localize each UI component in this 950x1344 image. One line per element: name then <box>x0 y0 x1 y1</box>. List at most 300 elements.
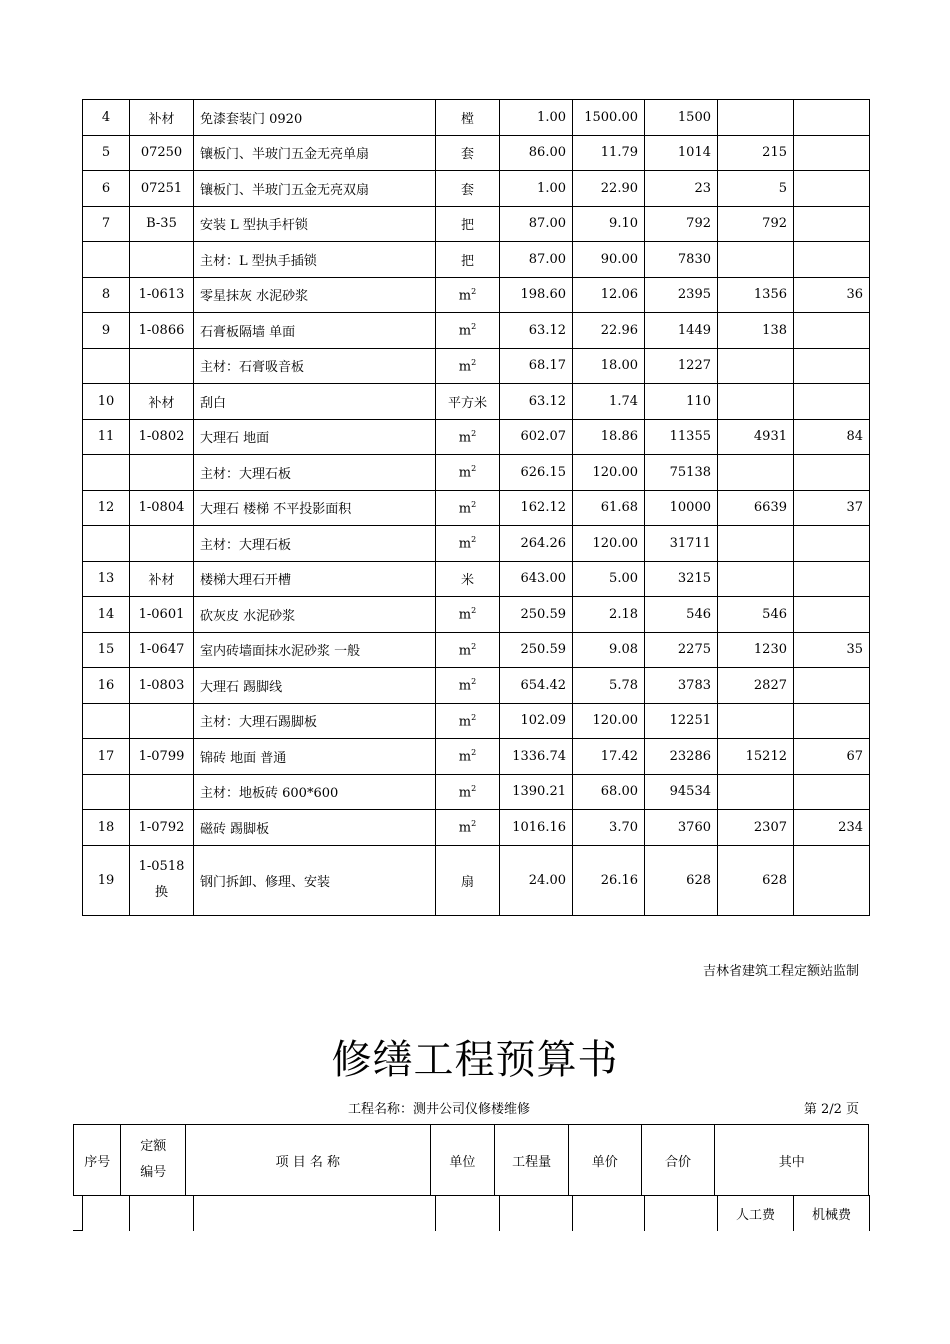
cell-qty-text: 86.00 <box>528 145 566 161</box>
cell-seq-text: 9 <box>101 322 111 338</box>
cell-labor <box>718 242 794 278</box>
cell-labor-text: 5 <box>778 180 787 196</box>
cell-code <box>130 774 194 810</box>
cell-total-text: 1500 <box>677 109 711 125</box>
cell-total <box>645 810 718 846</box>
cell-total <box>645 206 718 242</box>
cell-item-name-text: 石膏板隔墙 单面 <box>200 324 296 340</box>
table-row <box>83 384 870 420</box>
cell-labor-text: 546 <box>762 606 787 622</box>
unit-superscript: 2 <box>471 712 477 722</box>
cell-item-name <box>194 384 436 420</box>
cell-code-text: 补材 <box>148 111 175 127</box>
table-row <box>83 668 870 704</box>
cell-labor-text: 628 <box>762 872 787 888</box>
table-row <box>83 774 870 810</box>
cell-unit <box>436 597 500 633</box>
header-unit: 单位 <box>430 1125 495 1196</box>
cell-seq <box>83 561 130 597</box>
cell-total-text: 1227 <box>677 358 711 374</box>
table-row <box>83 490 870 526</box>
cell-labor <box>718 632 794 668</box>
cell-unit <box>436 419 500 455</box>
cell-code-text: 补材 <box>148 573 175 589</box>
cell-machine-text: 37 <box>846 500 863 516</box>
budget-table-body <box>83 100 870 916</box>
cell-code <box>130 313 194 349</box>
cell-seq-text: 6 <box>101 180 111 196</box>
table-row <box>83 739 870 775</box>
cell-code <box>130 206 194 242</box>
cell-labor <box>718 348 794 384</box>
cell-item-name <box>194 455 436 491</box>
cell-price-text: 68.00 <box>600 784 638 800</box>
cell-code-code-line2: 换 <box>154 885 168 900</box>
table-edge-line <box>73 1230 83 1231</box>
cell-price <box>573 597 645 633</box>
cell-unit-text: 樘 <box>460 111 474 127</box>
cell-code <box>130 526 194 562</box>
cell-price <box>573 668 645 704</box>
cell-labor-text: 15212 <box>745 748 787 764</box>
cell-qty <box>500 171 573 207</box>
cell-qty-text: 250.59 <box>520 642 566 658</box>
cell-code <box>130 561 194 597</box>
cell-qty-text: 654.42 <box>520 677 566 693</box>
cell-qty <box>500 100 573 136</box>
cell-seq <box>83 419 130 455</box>
cell-total-text: 23286 <box>669 748 711 764</box>
cell-total <box>645 668 718 704</box>
cell-labor-text: 2307 <box>753 819 787 835</box>
cell-item-name-text: 镶板门、半玻门五金无亮单扇 <box>200 147 370 163</box>
cell-qty-text: 68.17 <box>528 358 566 374</box>
cell-qty-text: 162.12 <box>520 500 566 516</box>
cell-unit-text: m <box>458 749 472 765</box>
cell-price <box>573 632 645 668</box>
cell-machine <box>794 419 870 455</box>
cell-qty-text: 63.12 <box>528 393 566 409</box>
cell-qty <box>500 384 573 420</box>
cell-machine <box>794 810 870 846</box>
cell-unit <box>436 774 500 810</box>
unit-superscript: 2 <box>471 748 477 758</box>
cell-unit <box>436 561 500 597</box>
cell-item-name <box>194 348 436 384</box>
cell-unit-text: 套 <box>460 147 474 163</box>
cell-labor <box>718 277 794 313</box>
cell-price-text: 18.00 <box>600 358 638 374</box>
cell-labor <box>718 561 794 597</box>
cell-code <box>130 384 194 420</box>
cell-unit-text: 米 <box>460 573 474 589</box>
cell-total-text: 75138 <box>669 464 711 480</box>
cell-seq <box>83 455 130 491</box>
cell-qty <box>500 632 573 668</box>
cell-machine <box>794 313 870 349</box>
cell-item-name <box>194 490 436 526</box>
cell-code-text: 1-0601 <box>138 606 185 622</box>
cell-labor-text: 4931 <box>753 429 787 445</box>
cell-item-name-text: 安装 L 型执手杆锁 <box>200 218 308 234</box>
header-code <box>121 1125 186 1196</box>
unit-superscript: 2 <box>471 641 477 651</box>
cell-price <box>573 490 645 526</box>
cell-total-text: 12251 <box>669 713 711 729</box>
cell-total-text: 110 <box>686 393 711 409</box>
unit-superscript: 2 <box>471 428 477 438</box>
cell-qty <box>500 490 573 526</box>
cell-qty-text: 1.00 <box>537 109 566 125</box>
cell-seq-text: 4 <box>101 109 111 125</box>
cell-machine <box>794 668 870 704</box>
cell-qty <box>500 774 573 810</box>
cell-price-text: 120.00 <box>592 464 638 480</box>
cell-price <box>573 100 645 136</box>
cell-code <box>130 632 194 668</box>
cell-total-text: 2395 <box>677 287 711 303</box>
table-row <box>83 242 870 278</box>
cell-code <box>130 135 194 171</box>
budget-table-subheader <box>82 1195 870 1231</box>
table-row <box>83 597 870 633</box>
cell-total <box>645 490 718 526</box>
cell-total-text: 31711 <box>669 535 711 551</box>
cell-item-name <box>194 135 436 171</box>
cell-price <box>573 526 645 562</box>
cell-qty-text: 1336.74 <box>512 748 566 764</box>
cell-seq <box>83 171 130 207</box>
cell-qty-text: 63.12 <box>528 322 566 338</box>
cell-seq <box>83 703 130 739</box>
cell-labor-text: 792 <box>762 216 787 232</box>
cell-item-name-text: 磁砖 踢脚板 <box>200 821 270 837</box>
cell-seq <box>83 313 130 349</box>
cell-machine <box>794 561 870 597</box>
cell-price-text: 1500.00 <box>584 109 638 125</box>
cell-item-name <box>194 171 436 207</box>
cell-total <box>645 845 718 915</box>
cell-qty-text: 264.26 <box>520 535 566 551</box>
cell-code <box>130 100 194 136</box>
header-labor: 人工费 <box>718 1196 794 1231</box>
cell-code <box>130 845 194 915</box>
cell-labor <box>718 455 794 491</box>
cell-item-name-text: 钢门拆卸、修理、安装 <box>200 874 331 890</box>
cell-seq-text: 5 <box>101 145 111 161</box>
cell-code-text: 07251 <box>140 180 183 196</box>
budget-table-page1 <box>82 99 870 916</box>
cell-seq-text: 16 <box>97 677 115 693</box>
cell-price-text: 2.18 <box>609 606 638 622</box>
cell-labor <box>718 810 794 846</box>
cell-qty-text: 198.60 <box>520 287 566 303</box>
cell-labor <box>718 419 794 455</box>
cell-qty <box>500 455 573 491</box>
cell-qty <box>500 810 573 846</box>
cell-price <box>573 313 645 349</box>
cell-labor <box>718 206 794 242</box>
cell-price-text: 12.06 <box>600 287 638 303</box>
cell-item-name-text: 主材：石膏吸音板 <box>200 360 305 376</box>
cell-item-name <box>194 100 436 136</box>
cell-total-text: 2275 <box>677 642 711 658</box>
cell-labor <box>718 526 794 562</box>
cell-qty-text: 643.00 <box>520 571 566 587</box>
cell-seq-text: 7 <box>101 216 111 232</box>
cell-total-text: 1014 <box>677 145 711 161</box>
cell-unit <box>436 703 500 739</box>
cell-seq-text: 17 <box>97 748 115 764</box>
cell-price <box>573 561 645 597</box>
header-price: 单价 <box>568 1125 641 1196</box>
cell-seq-text: 10 <box>97 393 115 409</box>
cell-price-text: 61.68 <box>600 500 638 516</box>
unit-superscript: 2 <box>471 783 477 793</box>
cell-total <box>645 703 718 739</box>
unit-superscript: 2 <box>471 535 477 545</box>
cell-item-name-text: 主材：大理石板 <box>200 466 292 482</box>
cell-price-text: 1.74 <box>609 393 638 409</box>
cell-unit-text: m <box>458 358 472 374</box>
cell-labor-text: 2827 <box>753 677 787 693</box>
cell-unit <box>436 668 500 704</box>
cell-item-name <box>194 206 436 242</box>
cell-unit-text: m <box>458 713 472 729</box>
cell-seq <box>83 100 130 136</box>
cell-price-text: 5.00 <box>609 571 638 587</box>
cell-unit <box>436 313 500 349</box>
cell-unit-text: 把 <box>460 253 474 269</box>
project-name: 工程名称：测井公司仪修楼维修 <box>348 1102 531 1117</box>
cell-code <box>130 242 194 278</box>
cell-unit-text: m <box>458 784 472 800</box>
cell-seq <box>83 490 130 526</box>
cell-code <box>130 171 194 207</box>
table-row <box>83 455 870 491</box>
budget-table-header <box>73 1124 869 1196</box>
cell-unit <box>436 739 500 775</box>
cell-total-text: 23 <box>694 180 711 196</box>
cell-labor-text: 6639 <box>753 500 787 516</box>
cell-unit <box>436 455 500 491</box>
unit-superscript: 2 <box>471 819 477 829</box>
cell-price-text: 120.00 <box>592 713 638 729</box>
cell-unit-text: m <box>458 820 472 836</box>
cell-seq <box>83 632 130 668</box>
cell-qty <box>500 242 573 278</box>
cell-qty-text: 1390.21 <box>512 784 566 800</box>
cell-code <box>130 668 194 704</box>
unit-superscript: 2 <box>471 464 477 474</box>
cell-labor <box>718 313 794 349</box>
cell-machine <box>794 135 870 171</box>
cell-code <box>130 810 194 846</box>
cell-qty <box>500 703 573 739</box>
page-number: 第 2/2 页 <box>803 1102 859 1117</box>
cell-price-text: 26.16 <box>600 872 638 888</box>
cell-unit <box>436 277 500 313</box>
cell-total <box>645 774 718 810</box>
table-row <box>83 348 870 384</box>
cell-seq <box>83 668 130 704</box>
cell-unit <box>436 171 500 207</box>
cell-item-name <box>194 632 436 668</box>
cell-seq-text: 18 <box>97 819 115 835</box>
cell-total <box>645 242 718 278</box>
cell-seq <box>83 384 130 420</box>
cell-unit-text: 扇 <box>460 874 474 890</box>
cell-total <box>645 597 718 633</box>
cell-seq <box>83 739 130 775</box>
cell-code <box>130 455 194 491</box>
sub-empty <box>194 1196 436 1231</box>
cell-machine-text: 84 <box>846 429 863 445</box>
cell-seq <box>83 277 130 313</box>
cell-machine <box>794 632 870 668</box>
cell-item-name-text: 刮白 <box>200 395 227 411</box>
cell-price <box>573 774 645 810</box>
table-row <box>83 632 870 668</box>
cell-item-name <box>194 313 436 349</box>
cell-qty <box>500 845 573 915</box>
cell-price <box>573 455 645 491</box>
cell-code <box>130 739 194 775</box>
table-row <box>83 206 870 242</box>
cell-qty <box>500 277 573 313</box>
cell-labor <box>718 100 794 136</box>
cell-unit-text: m <box>458 465 472 481</box>
cell-code-text: 补材 <box>148 395 175 411</box>
cell-unit-text: m <box>458 678 472 694</box>
cell-seq <box>83 597 130 633</box>
cell-qty-text: 1.00 <box>537 180 566 196</box>
cell-machine <box>794 597 870 633</box>
cell-item-name-text: 室内砖墙面抹水泥砂浆 一般 <box>200 644 361 660</box>
table-row <box>83 561 870 597</box>
cell-seq <box>83 526 130 562</box>
cell-code <box>130 348 194 384</box>
cell-price <box>573 171 645 207</box>
cell-unit <box>436 100 500 136</box>
cell-qty <box>500 526 573 562</box>
cell-item-name <box>194 703 436 739</box>
cell-item-name-text: 锦砖 地面 普通 <box>200 750 287 766</box>
cell-unit <box>436 490 500 526</box>
cell-item-name <box>194 277 436 313</box>
header-item: 项 目 名 称 <box>186 1125 430 1196</box>
cell-item-name <box>194 739 436 775</box>
table-row <box>83 419 870 455</box>
cell-labor-text: 1356 <box>753 287 787 303</box>
cell-item-name-text: 主材：L 型执手插锁 <box>200 253 317 269</box>
cell-code-text: 1-0866 <box>138 322 185 338</box>
cell-item-name <box>194 668 436 704</box>
cell-machine <box>794 703 870 739</box>
cell-labor <box>718 703 794 739</box>
cell-unit-text: m <box>458 500 472 516</box>
cell-total-text: 11355 <box>669 429 711 445</box>
table-row <box>83 703 870 739</box>
header-code-line2: 编号 <box>140 1165 167 1180</box>
cell-item-name <box>194 526 436 562</box>
table-row <box>83 845 870 915</box>
cell-price-text: 22.96 <box>600 322 638 338</box>
cell-labor <box>718 739 794 775</box>
cell-labor <box>718 135 794 171</box>
sub-empty <box>573 1196 645 1231</box>
unit-superscript: 2 <box>471 286 477 296</box>
cell-code <box>130 597 194 633</box>
cell-labor <box>718 171 794 207</box>
cell-total <box>645 419 718 455</box>
table-row <box>83 135 870 171</box>
cell-machine <box>794 348 870 384</box>
cell-labor <box>718 668 794 704</box>
cell-code-text: 1-0802 <box>138 429 185 445</box>
cell-code-text: B-35 <box>146 216 177 232</box>
cell-item-name <box>194 774 436 810</box>
cell-unit <box>436 206 500 242</box>
cell-code-text: 1-0647 <box>138 642 185 658</box>
cell-unit-text: 把 <box>460 218 474 234</box>
cell-price-text: 17.42 <box>600 748 638 764</box>
cell-item-name <box>194 810 436 846</box>
cell-unit <box>436 810 500 846</box>
cell-price-text: 90.00 <box>600 251 638 267</box>
cell-item-name-text: 零星抹灰 水泥砂浆 <box>200 289 309 305</box>
cell-price-text: 5.78 <box>609 677 638 693</box>
cell-unit-text: m <box>458 323 472 339</box>
cell-labor-text: 138 <box>762 322 787 338</box>
cell-unit-text: m <box>458 287 472 303</box>
cell-total <box>645 526 718 562</box>
cell-machine <box>794 206 870 242</box>
header-seq: 序号 <box>74 1125 121 1196</box>
cell-machine <box>794 490 870 526</box>
document-title: 修缮工程预算书 <box>331 1037 619 1083</box>
cell-qty <box>500 313 573 349</box>
cell-code-text: 1-0804 <box>138 500 185 516</box>
cell-unit <box>436 135 500 171</box>
cell-code-text: 1-0792 <box>138 819 185 835</box>
cell-qty-text: 102.09 <box>520 713 566 729</box>
cell-total <box>645 561 718 597</box>
cell-price <box>573 135 645 171</box>
cell-qty <box>500 561 573 597</box>
cell-machine <box>794 171 870 207</box>
cell-code <box>130 419 194 455</box>
cell-unit-text: m <box>458 607 472 623</box>
table-row <box>83 100 870 136</box>
cell-code-text: 1-0613 <box>138 287 185 303</box>
cell-qty <box>500 135 573 171</box>
cell-total-text: 3760 <box>677 819 711 835</box>
cell-machine-text: 36 <box>846 287 863 303</box>
cell-unit <box>436 632 500 668</box>
cell-qty <box>500 206 573 242</box>
cell-price <box>573 739 645 775</box>
footer-note: 吉林省建筑工程定额站监制 <box>702 964 859 979</box>
unit-superscript: 2 <box>471 357 477 367</box>
cell-price <box>573 384 645 420</box>
cell-qty <box>500 739 573 775</box>
cell-labor-text: 1230 <box>753 642 787 658</box>
cell-qty-text: 602.07 <box>520 429 566 445</box>
cell-item-name-text: 主材：大理石踢脚板 <box>200 715 318 731</box>
cell-price-text: 120.00 <box>592 535 638 551</box>
cell-seq <box>83 135 130 171</box>
